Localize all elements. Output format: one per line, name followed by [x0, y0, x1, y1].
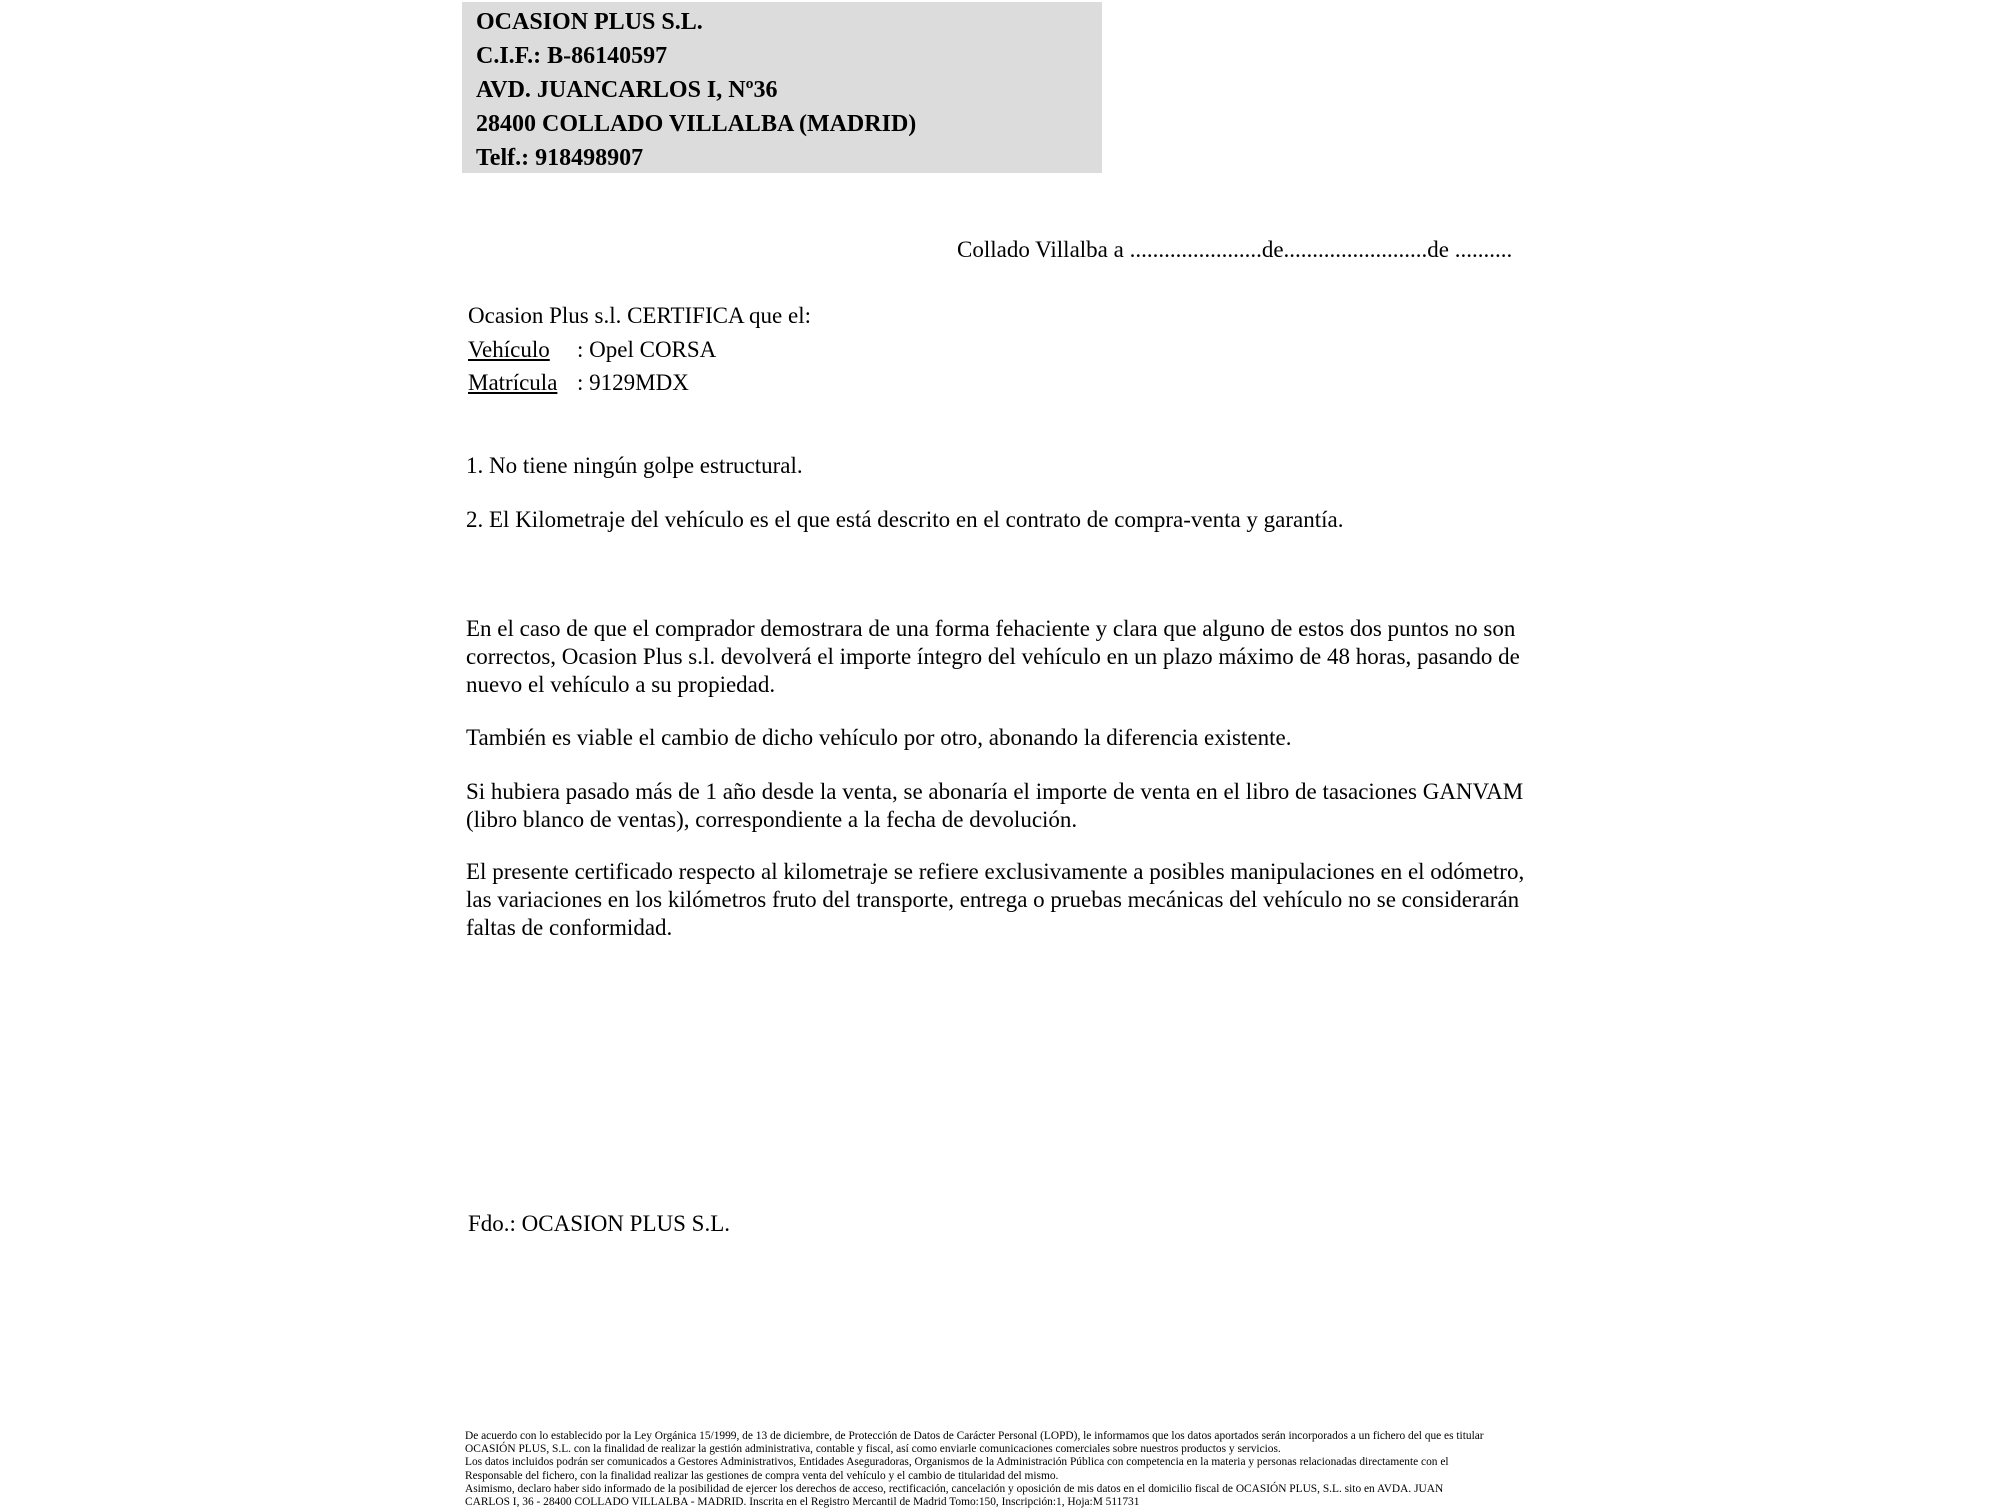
legal-footer-line: CARLOS I, 36 - 28400 COLLADO VILLALBA - MADRID. Inscrita en el Registro Mercantil de Madrid Tomo:150, Inscripción:1, Hoja:M 511731	[465, 1496, 1140, 1509]
plate-field-value: : 9129MDX	[577, 370, 689, 395]
paragraph-odometer-disclaimer: El presente certificado respecto al kilometraje se refiere exclusivamente a posibles manipulaciones en el odómetro, las variaciones en los kilómetros fruto del transporte, entrega o pruebas mecánicas del vehículo no se considerarán faltas de conformidad.	[466, 859, 1525, 940]
plate-field-label: Matrícula	[468, 370, 558, 395]
legal-footer	[465, 1430, 1484, 1509]
paragraph-ganvam-valuation: Si hubiera pasado más de 1 año desde la venta, se abonaría el importe de venta en el libro de tasaciones GANVAM (libro blanco de ventas), correspondiente a la fecha de devolución.	[466, 779, 1524, 832]
date-line: Collado Villalba a .......................de.........................de ..........	[957, 237, 1513, 262]
vehicle-field	[468, 333, 811, 367]
certified-point-1: 1. No tiene ningún golpe estructural.	[466, 453, 803, 478]
legal-footer-line: De acuerdo con lo establecido por la Ley Orgánica 15/1999, de 13 de diciembre, de Protección de Datos de Carácter Personal (LOPD), le informamos que los datos aportados serán incorporados a un fichero del que es titular	[465, 1430, 1484, 1442]
legal-footer-line: Los datos incluidos podrán ser comunicados a Gestores Administrativos, Entidades Aseguradoras, Organismos de la Administración Pública con competencia en la materia y personas relacionadas directamente con el	[465, 1456, 1449, 1469]
vehicle-field-value: : Opel CORSA	[577, 336, 717, 362]
certified-point-2: 2. El Kilometraje del vehículo es el que está descrito en el contrato de compra-venta y garantía.	[466, 507, 1344, 532]
paragraph-refund-terms: En el caso de que el comprador demostrara de una forma fehaciente y clara que alguno de estos dos puntos no son correctos, Ocasion Plus s.l. devolverá el importe íntegro del vehículo en un plazo máximo de 48 horas, pasando de nuevo el vehículo a su propiedad.	[466, 616, 1520, 697]
paragraph-exchange-option: También es viable el cambio de dicho vehículo por otro, abonando la diferencia existente.	[466, 725, 1292, 750]
vehicle-field-label: Vehículo	[468, 336, 550, 362]
company-name: OCASION PLUS S.L.	[476, 9, 703, 35]
company-phone: Telf.: 918498907	[476, 145, 644, 171]
company-address: AVD. JUANCARLOS I, Nº36	[476, 77, 778, 103]
legal-footer-line: OCASIÓN PLUS, S.L. con la finalidad de realizar la gestión administrativa, contable y fiscal, así como enviarle comunicaciones comerciales sobre nuestros productos y servicios.	[465, 1443, 1281, 1456]
legal-footer-line: Responsable del fichero, con la finalidad realizar las gestiones de compra venta del vehículo y el cambio de titularidad del mismo.	[465, 1469, 1059, 1482]
company-header-box	[462, 2, 1102, 173]
legal-footer-line: Asimismo, declaro haber sido informado de la posibilidad de ejercer los derechos de acceso, rectificación, cancelación y oposición de mis datos en el domicilio fiscal de OCASIÓN PLUS, S.L. sito en AVDA. JUAN	[465, 1482, 1444, 1495]
company-city: 28400 COLLADO VILLALBA (MADRID)	[476, 111, 917, 137]
company-cif: C.I.F.: B-86140597	[476, 43, 668, 69]
signature-line: Fdo.: OCASION PLUS S.L.	[468, 1211, 730, 1236]
plate-field	[468, 366, 811, 400]
certifica-intro: Ocasion Plus s.l. CERTIFICA que el:	[468, 303, 811, 328]
certifica-block	[468, 299, 811, 400]
